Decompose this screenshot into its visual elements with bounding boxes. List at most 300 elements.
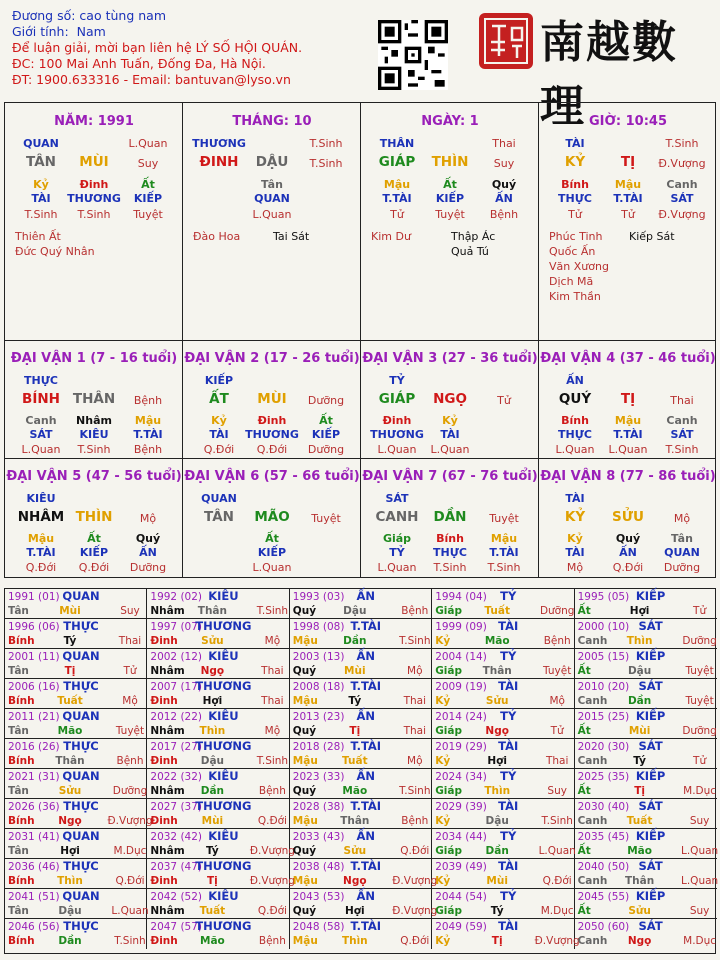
year-branch: Thìn [57, 875, 83, 887]
year-label: 2014 (24) [435, 711, 487, 723]
year-stage: T.Sinh [256, 605, 289, 617]
year-branch: Tị [491, 935, 503, 947]
year-stage: Đ.Vượng [392, 875, 438, 887]
year-stage: Tử [550, 725, 564, 737]
year-cell [147, 859, 295, 889]
year-label: 1992 (02) [150, 591, 203, 603]
year-stage: Suy [547, 785, 567, 797]
year-label: 2015 (25) [577, 711, 630, 723]
year-label: 2048 (58) [292, 921, 345, 933]
year-god: TÀI [498, 919, 519, 933]
hidden-god: QUAN [254, 192, 290, 205]
year-stem: Quý [292, 785, 317, 797]
year-stem: Bính [8, 635, 35, 647]
dai-van-stem: ẤT [209, 391, 229, 407]
year-cell [5, 859, 147, 889]
hidden-stem: Canh [666, 414, 698, 427]
year-stage: Q.Đới [257, 815, 287, 827]
year-label: 1991 (01) [8, 591, 60, 603]
year-stage: Bệnh [543, 635, 571, 647]
year-stage: Q.Đới [257, 905, 287, 917]
year-stem: Đinh [150, 635, 178, 647]
hidden-stem: Bính [561, 414, 589, 427]
year-stem: Canh [577, 635, 608, 647]
hidden-god: KIẾP [79, 546, 109, 559]
year-god: TỶ [500, 589, 517, 603]
year-god: TỶ [500, 829, 517, 843]
hidden-stem: Mậu [134, 414, 162, 427]
year-label: 2047 (57) [150, 921, 203, 933]
bad-star: Tai Sát [273, 230, 310, 243]
year-stem: Nhâm [150, 785, 185, 797]
hidden-stage: T.Sinh [77, 208, 111, 221]
hidden-god: THỰC [558, 192, 592, 205]
year-label: 2026 (36) [8, 801, 60, 813]
dai-van-title: ĐẠI VẬN 2 (17 - 26 tuổi) [184, 351, 360, 366]
pillar-extra: T.Sinh [309, 157, 343, 170]
year-stem: Tân [8, 665, 29, 677]
year-label: 2012 (22) [150, 711, 203, 723]
hidden-stage: Tử [568, 208, 582, 221]
hidden-stem: Ất [443, 178, 457, 191]
hidden-stem: Bính [561, 178, 589, 191]
hidden-stage: L.Quan [608, 443, 648, 456]
pillar-title: GIỜ: 10:45 [589, 114, 667, 129]
year-stem: Giáp [435, 665, 463, 677]
dai-van-8 [539, 459, 717, 577]
year-branch: Tuất [484, 605, 510, 617]
year-stem: Ất [577, 665, 591, 677]
year-label: 2035 (45) [577, 831, 630, 843]
year-branch: Ngọ [485, 725, 509, 737]
year-label: 2040 (50) [577, 861, 630, 873]
bad-star: Quả Tú [451, 245, 489, 258]
year-cell [147, 889, 289, 919]
hidden-stem: Bính [436, 532, 464, 545]
year-stage: T.Sinh [399, 635, 431, 647]
year-stage: Mộ [549, 695, 565, 707]
year-god: ẤN [356, 769, 376, 783]
year-cell [575, 829, 717, 859]
year-branch: Mão [200, 935, 225, 947]
year-stem: Mậu [292, 695, 318, 707]
dai-van-stem: TÂN [204, 509, 234, 525]
year-branch: Dậu [58, 905, 82, 917]
hidden-god: KIẾP [311, 428, 341, 441]
year-stem: Quý [292, 905, 317, 917]
year-god: THỰC [63, 619, 99, 633]
year-god: QUAN [62, 709, 100, 723]
year-branch: Dần [58, 935, 82, 947]
dai-van-title: ĐẠI VẬN 6 (57 - 66 tuổi) [184, 469, 360, 484]
year-god: SÁT [638, 679, 663, 693]
year-god: TÀI [498, 679, 519, 693]
year-stem: Quý [292, 725, 317, 737]
hidden-god: ẤN [619, 546, 637, 559]
year-branch: Hợi [629, 605, 650, 617]
year-stage: M.Dục [113, 845, 147, 857]
year-stem: Nhâm [150, 725, 185, 737]
year-cell [575, 919, 717, 949]
year-stage: Đ.Vượng [534, 935, 580, 947]
year-cell [5, 679, 147, 709]
year-stem: Mậu [292, 875, 318, 887]
year-label: 1997 (07) [150, 621, 203, 633]
dai-van-extra: Bệnh [133, 394, 163, 407]
year-cell [432, 889, 574, 919]
year-branch: Mùi [59, 605, 81, 617]
year-god: THỰC [63, 859, 99, 873]
year-branch: Mão [342, 785, 368, 797]
dai-van-stem: KỶ [564, 509, 586, 525]
year-god: T.TÀI [350, 619, 382, 633]
year-god: QUAN [62, 829, 100, 843]
good-star: Thiên Ất [15, 230, 61, 243]
year-stage: Q.Đới [400, 845, 430, 857]
hidden-stem: Mậu [383, 178, 411, 191]
hidden-stage: Tuyệt [133, 208, 163, 221]
year-cell [147, 799, 289, 829]
pillar-god: THƯƠNG [192, 137, 246, 150]
good-star: Phúc Tinh [549, 230, 603, 243]
hidden-stem: Tân [261, 178, 283, 191]
year-branch: Mão [57, 725, 83, 737]
year-branch: Hợi [202, 695, 223, 707]
year-label: 2000 (10) [577, 621, 630, 633]
pillar-extra: Đ.Vượng [658, 157, 706, 170]
year-god: T.TÀI [350, 679, 382, 693]
hidden-stage: Dưỡng [307, 443, 345, 456]
dai-van-extra: Tuyệt [489, 512, 519, 525]
dai-van-branch: MÙI [257, 391, 287, 407]
year-stem: Kỷ [435, 755, 451, 767]
year-branch: Mùi [201, 815, 224, 827]
hidden-stem: Quý [135, 532, 161, 545]
year-cell [575, 769, 717, 799]
year-stage: Thai [261, 695, 284, 707]
hidden-stem: Canh [666, 178, 698, 191]
year-stem: Đinh [150, 695, 178, 707]
dai-van-row-1 [5, 341, 715, 459]
year-stage: T.Sinh [399, 785, 431, 797]
phone-email-line: ĐT: 1900.633316 - Email: bantuvan@lyso.vn [12, 72, 291, 87]
hidden-stem: Kỷ [211, 414, 227, 427]
hidden-stage: Q.Đới [25, 561, 57, 574]
year-label: 2002 (12) [150, 651, 203, 663]
year-stem: Tân [8, 785, 29, 797]
pillar-extra: Suy [493, 157, 515, 170]
year-stem: Tân [8, 905, 29, 917]
year-cell [5, 799, 153, 829]
year-label: 2016 (26) [8, 741, 60, 753]
year-branch: Mão [627, 845, 652, 857]
hidden-god: TÀI [440, 428, 460, 441]
year-branch: Dậu [627, 665, 652, 677]
hidden-stem: Ất [265, 532, 279, 545]
year-stem: Ất [577, 905, 591, 917]
dai-van-1 [5, 341, 183, 458]
hidden-stem: Canh [25, 414, 57, 427]
year-cell [575, 649, 717, 679]
hidden-stem: Quý [491, 178, 517, 191]
year-cell [147, 739, 289, 769]
year-stage: Mộ [407, 755, 423, 767]
year-cell [5, 649, 147, 679]
hidden-stage: Q.Đới [203, 443, 235, 456]
year-god: THƯƠNG [195, 619, 252, 633]
hidden-stage: L.Quan [252, 561, 292, 574]
year-stem: Nhâm [150, 665, 185, 677]
good-star: Quốc Ấn [549, 245, 596, 258]
year-label: 2018 (28) [292, 741, 345, 753]
dai-van-god: TỶ [389, 374, 405, 387]
year-stem: Kỷ [435, 875, 451, 887]
year-stage: Thai [403, 695, 427, 707]
hidden-stage: T.Sinh [665, 443, 699, 456]
pillars-row [5, 103, 715, 341]
year-cell [147, 829, 295, 859]
year-label: 2031 (41) [8, 831, 60, 843]
year-cell [432, 709, 574, 739]
hidden-god: THƯƠNG [370, 428, 424, 441]
year-label: 2027 (37) [150, 801, 203, 813]
hidden-stage: Tuyệt [435, 208, 465, 221]
dai-van-title: ĐẠI VẬN 1 (7 - 16 tuổi) [10, 351, 178, 366]
hidden-stem: Giáp [382, 532, 412, 545]
year-god: SÁT [638, 859, 663, 873]
year-stage: M.Dục [540, 905, 574, 917]
year-god: KIẾP [635, 829, 666, 843]
year-god: TỶ [500, 769, 517, 783]
pillar-title: NĂM: 1991 [54, 114, 134, 129]
year-stage: Thai [403, 725, 427, 737]
year-branch: Thân [55, 755, 85, 767]
year-label: 2004 (14) [435, 651, 487, 663]
year-cell [575, 799, 717, 829]
hidden-god: KIẾP [435, 192, 465, 205]
dai-van-god: SÁT [385, 492, 409, 505]
year-cell [290, 709, 432, 739]
year-stem: Đinh [150, 755, 178, 767]
year-cell [432, 619, 574, 649]
year-branch: Mùi [628, 725, 651, 737]
year-cell [147, 919, 289, 949]
year-stage: Bệnh [258, 935, 286, 947]
hidden-stem: Ất [319, 414, 333, 427]
year-branch: Sửu [58, 785, 82, 797]
year-god: ẤN [356, 709, 376, 723]
year-label: 2017 (27) [150, 741, 203, 753]
year-god: THƯƠNG [195, 679, 252, 693]
year-label: 2028 (38) [292, 801, 345, 813]
dai-van-branch: TỊ [620, 391, 636, 407]
pillar-3 [539, 103, 717, 340]
gender-label: Giới tính: [12, 24, 69, 39]
year-branch: Mùi [486, 875, 508, 887]
dai-van-6 [183, 459, 361, 577]
hidden-god: TÀI [31, 192, 51, 205]
year-god: KIẾP [635, 709, 666, 723]
year-branch: Thìn [484, 785, 511, 797]
year-stem: Kỷ [435, 635, 451, 647]
year-cell [5, 739, 147, 769]
year-branch: Sửu [628, 905, 651, 917]
year-stage: Dưỡng [112, 785, 148, 797]
contact-line: Để luận giải, mời bạn liên hệ LÝ SỐ HỘI QUÁN. [12, 40, 303, 55]
hidden-stem: Ất [87, 532, 101, 545]
year-stem: Đinh [150, 815, 178, 827]
year-cell [432, 919, 580, 949]
year-cell [575, 739, 717, 769]
brand-logo: 南越數理 [540, 17, 678, 132]
hidden-stage: Bệnh [489, 208, 519, 221]
dai-van-extra: Tuyệt [311, 512, 341, 525]
dai-van-7 [361, 459, 539, 577]
good-star: Đào Hoa [193, 230, 241, 243]
year-stage: Thai [545, 755, 569, 767]
year-stage: Đ.Vượng [249, 875, 295, 887]
hidden-god: SÁT [29, 428, 53, 441]
dai-van-row-2 [5, 459, 715, 577]
year-label: 2036 (46) [8, 861, 60, 873]
pillar-0 [5, 103, 183, 340]
year-label: 1995 (05) [577, 591, 630, 603]
header-info [12, 8, 302, 88]
year-god: T.TÀI [350, 919, 382, 933]
year-stem: Giáp [435, 905, 463, 917]
hidden-god: THƯƠNG [245, 428, 299, 441]
year-stem: Bính [8, 935, 35, 947]
year-label: 2022 (32) [150, 771, 203, 783]
pillar-stem: TÂN [26, 154, 56, 170]
year-label: 2043 (53) [292, 891, 345, 903]
year-cell [5, 589, 147, 619]
hidden-stage: Q.Đới [612, 561, 644, 574]
year-god: KIÊU [208, 889, 239, 903]
year-branch: Tý [633, 755, 646, 767]
dai-van-branch: NGỌ [433, 391, 467, 407]
year-stem: Giáp [435, 605, 463, 617]
year-cell [575, 589, 717, 619]
year-branch: Thìn [199, 725, 226, 737]
hidden-stage: Dưỡng [129, 561, 167, 574]
year-cell [432, 739, 574, 769]
hidden-god: ẤN [139, 546, 157, 559]
dai-van-stem: QUÝ [558, 391, 592, 407]
hidden-god: T.TÀI [489, 546, 519, 559]
hidden-stage: Q.Đới [256, 443, 288, 456]
year-god: KIẾP [635, 589, 666, 603]
dai-van-title: ĐẠI VẬN 3 (27 - 36 tuổi) [362, 351, 538, 366]
year-god: TÀI [498, 859, 519, 873]
pillar-god: QUAN [23, 137, 59, 150]
dai-van-god: ẤN [566, 374, 584, 387]
year-cell [5, 619, 147, 649]
year-stem: Ất [577, 605, 591, 617]
year-god: SÁT [638, 799, 663, 813]
year-stage: T.Sinh [541, 815, 573, 827]
pillar-branch: TỊ [620, 154, 636, 170]
year-cell [147, 769, 289, 799]
year-stem: Quý [292, 665, 317, 677]
year-stage: Dưỡng [539, 605, 575, 617]
year-god: QUAN [62, 649, 100, 663]
year-god: TỶ [500, 649, 517, 663]
year-label: 2033 (43) [292, 831, 345, 843]
year-stem: Quý [292, 845, 317, 857]
year-label: 2001 (11) [8, 651, 60, 663]
year-stage: Mộ [122, 695, 138, 707]
owner-name: Đương số: cao tùng nam [12, 8, 166, 23]
year-branch: Tị [207, 875, 218, 887]
year-stage: Dưỡng [682, 635, 717, 647]
year-god: TÀI [498, 619, 519, 633]
dai-van-stem: BÍNH [22, 391, 60, 407]
hidden-god: THỰC [558, 428, 592, 441]
hidden-stem: Mậu [614, 414, 642, 427]
year-branch: Tuất [199, 905, 226, 917]
year-stage: L.Quan [111, 905, 149, 917]
hidden-stage: L.Quan [555, 443, 595, 456]
year-stem: Tân [8, 605, 29, 617]
year-god: THƯƠNG [195, 859, 252, 873]
year-cell [575, 889, 717, 919]
year-branch: Mão [484, 635, 510, 647]
hidden-stem: Kỷ [567, 532, 583, 545]
year-branch: Hợi [60, 845, 80, 857]
year-branch: Dậu [485, 815, 509, 827]
year-stem: Bính [8, 875, 35, 887]
dai-van-branch: THÂN [72, 391, 116, 407]
hidden-god: SÁT [670, 192, 694, 205]
hidden-god: T.TÀI [382, 192, 412, 205]
year-branch: Tuất [57, 695, 83, 707]
year-cell [290, 649, 432, 679]
hidden-god: THƯƠNG [67, 192, 121, 205]
hidden-stage: T.Sinh [433, 561, 467, 574]
hidden-stem: Quý [615, 532, 641, 545]
year-stage: Suy [689, 815, 710, 827]
year-branch: Hợi [344, 905, 365, 917]
year-stage: Tử [693, 755, 707, 767]
year-god: THƯƠNG [195, 739, 252, 753]
year-cell [432, 799, 574, 829]
year-god: T.TÀI [350, 859, 382, 873]
year-cell [290, 619, 432, 649]
hidden-god: T.TÀI [613, 192, 643, 205]
pillar-title: THÁNG: 10 [232, 114, 312, 129]
pillar-stage: T.Sinh [665, 137, 699, 150]
hidden-god: TỶ [389, 546, 405, 559]
year-cell [575, 859, 717, 889]
pillar-stage: T.Sinh [309, 137, 343, 150]
year-stage: Tử [123, 665, 137, 677]
pillar-title: NGÀY: 1 [421, 114, 479, 129]
year-label: 2013 (23) [292, 711, 345, 723]
year-cell [5, 919, 147, 949]
hidden-stem: Đinh [382, 414, 412, 427]
year-god: KIÊU [208, 829, 239, 843]
good-star: Kim Dư [371, 230, 411, 243]
year-stage: M.Dục [683, 785, 717, 797]
year-god: TỶ [500, 709, 517, 723]
year-stage: Q.Đới [400, 935, 430, 947]
year-label: 2042 (52) [150, 891, 203, 903]
good-star: Văn Xương [549, 260, 609, 273]
pillar-extra: Suy [137, 157, 159, 170]
year-god: QUAN [62, 889, 100, 903]
year-branch: Ngọ [58, 815, 82, 827]
